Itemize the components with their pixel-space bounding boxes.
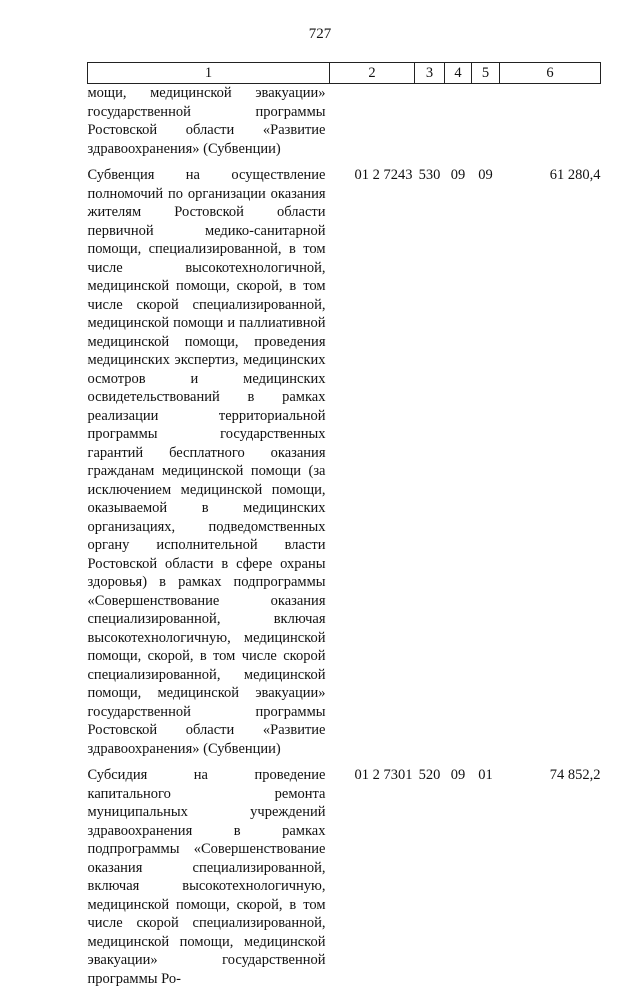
row-spacer xyxy=(88,758,601,766)
row-vr xyxy=(415,84,445,159)
row-rz: 09 xyxy=(450,167,466,183)
row-vr: 530 xyxy=(418,167,441,183)
row-code: 01 2 7301 xyxy=(354,767,413,783)
column-header-4: 4 xyxy=(445,63,472,84)
row-spacer xyxy=(88,158,601,166)
row-pr: 09 xyxy=(478,167,493,183)
column-header-5: 5 xyxy=(472,63,500,84)
table-row xyxy=(88,166,601,758)
row-name: Субвенция на осуществление полномочий по организации оказания жителям Ростовской области первичной медико-санитарной помощи, специализированной, в том числе высокотехнологичной, медицинской помощи, скорой, в том числе скорой специализированной, медицинской помощи и паллиативной медицинской помощи, проведения медицинских экспертиз, медицинских осмотров и медицинских освидетельствований в рамках реализации территориальной программы государственных гарантий бесплатного оказания гражданам медицинской помощи (за исключением медицинской помощи, оказываемой в медицинских организациях, подведомственных органу исполнительной власти Ростовской области в сфере охраны здоровья) в рамках подпрограммы «Совершенствование оказания специализированной, включая высокотехнологичную, медицинской помощи, скорой, в том числе скорой специализированной, медицинской помощи, медицинской эвакуации» государственной программы Ростовской области «Развитие здравоохранения» (Субвенции) xyxy=(87,167,326,757)
row-code xyxy=(330,84,415,159)
column-header-1: 1 xyxy=(88,63,330,84)
column-header-3: 3 xyxy=(415,63,445,84)
row-vr: 520 xyxy=(418,767,441,783)
table-row xyxy=(88,84,601,159)
row-pr: 01 xyxy=(478,767,493,783)
table-header xyxy=(88,63,601,84)
budget-table xyxy=(87,62,601,988)
page-number: 727 xyxy=(308,26,332,42)
row-code: 01 2 7243 xyxy=(354,167,413,183)
row-rz: 09 xyxy=(450,767,466,783)
row-name: мощи, медицинской эвакуации» государственной программы Ростовской области «Развитие здравоохранения» (Субвенции) xyxy=(87,85,326,157)
row-amount: 61 280,4 xyxy=(549,167,601,183)
column-header-6: 6 xyxy=(500,63,601,84)
column-header-2: 2 xyxy=(330,63,415,84)
row-pr xyxy=(472,84,500,159)
row-amount xyxy=(500,84,601,159)
table-row xyxy=(88,766,601,988)
row-amount: 74 852,2 xyxy=(549,767,601,783)
row-name: Субсидия на проведение капитального ремонта муниципальных учреждений здравоохранения в рамках подпрограммы «Совершенствование оказания специализированной, включая высокотехнологичную, медицинской помощи, скорой, в том числе скорой специализированной, медицинской помощи, медицинской эвакуации» государственной программы Ро- xyxy=(87,767,326,987)
row-rz xyxy=(445,84,472,159)
